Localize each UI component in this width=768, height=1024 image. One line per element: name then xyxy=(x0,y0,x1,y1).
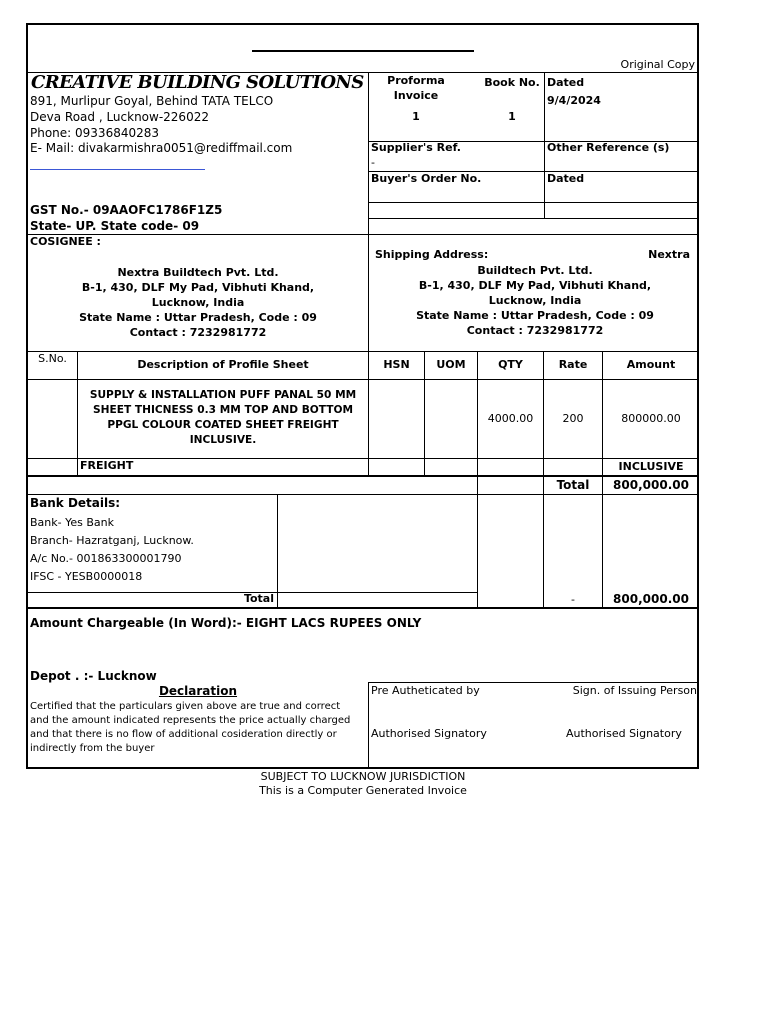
proforma-value: 1 xyxy=(412,110,420,123)
other-ref-label: Other Reference (s) xyxy=(547,141,670,154)
declaration-title: Declaration xyxy=(158,684,238,698)
dated-value: 9/4/2024 xyxy=(547,94,601,107)
copy-label: Original Copy xyxy=(620,58,695,71)
rule xyxy=(544,72,545,218)
supplier-ref-value: - xyxy=(371,156,375,169)
consignee-contact: Contact : 7232981772 xyxy=(129,326,267,339)
shipping-block xyxy=(398,263,672,338)
rule xyxy=(28,234,699,235)
proforma-label: Proforma Invoice xyxy=(387,74,445,102)
shipping-address: B-1, 430, DLF My Pad, Vibhuti Khand, Lucknow, India xyxy=(418,279,652,307)
rule xyxy=(28,351,699,352)
invoice-frame xyxy=(26,23,699,769)
company-phone: Phone: 09336840283 xyxy=(30,126,160,140)
rule xyxy=(368,218,699,219)
company-gst: GST No.- 09AAOFC1786F1Z5 xyxy=(30,203,223,217)
freight-label: FREIGHT xyxy=(80,459,134,472)
shipping-name-part1: Nextra xyxy=(648,248,690,261)
declaration-text xyxy=(30,700,350,756)
header-amount: Amount xyxy=(626,358,676,371)
rule xyxy=(28,379,699,380)
authorised-signatory-left: Authorised Signatory xyxy=(371,727,487,740)
rule xyxy=(28,607,699,609)
authorised-signatory-right: Authorised Signatory xyxy=(566,727,682,740)
book-value: 1 xyxy=(508,110,516,123)
freight-value: INCLUSIVE xyxy=(618,460,684,473)
header-sno: S.No. xyxy=(38,352,67,365)
item-qty: 4000.00 xyxy=(487,412,534,425)
item-amount: 800000.00 xyxy=(621,412,681,425)
depot: Depot . :- Lucknow xyxy=(30,669,157,683)
bank-ifsc: IFSC - YESB0000018 xyxy=(30,570,143,583)
header-rate: Rate xyxy=(558,358,588,371)
company-state: State- UP. State code- 09 xyxy=(30,219,200,233)
amount-in-words: Amount Chargeable (In Word):- EIGHT LACS RUPEES ONLY xyxy=(30,616,422,630)
rule xyxy=(368,72,369,351)
shipping-state: State Name : Uttar Pradesh, Code : 09 xyxy=(416,309,654,322)
declaration-line2: and the amount indicated represents the price actually charged xyxy=(30,715,351,726)
jurisdiction-note: SUBJECT TO LUCKNOW JURISDICTION xyxy=(260,770,466,783)
dated-label: Dated xyxy=(547,76,585,89)
item-desc: SUPPLY & INSTALLATION PUFF PANAL 50 MM SHEET THICNESS 0.3 MM TOP AND BOTTOM PPGL COLOUR COATED SHEET FREIGHT INCLUSIVE. xyxy=(89,389,357,446)
consignee-name: Nextra Buildtech Pvt. Ltd. xyxy=(117,266,279,279)
declaration-line1: Certified that the particulars given above are true and correct xyxy=(30,701,341,712)
rule xyxy=(368,682,369,769)
rule xyxy=(277,494,278,607)
company-email[interactable]: E- Mail: divakarmishra0051@rediffmail.com xyxy=(30,141,293,155)
buyer-order-label: Buyer's Order No. xyxy=(371,172,482,185)
buyer-dated-label: Dated xyxy=(547,172,585,185)
shipping-contact: Contact : 7232981772 xyxy=(466,324,604,337)
item-rate: 200 xyxy=(562,412,584,425)
bank-name: Bank- Yes Bank xyxy=(30,516,114,529)
table-total-label: Total xyxy=(556,478,590,492)
bank-title: Bank Details: xyxy=(30,496,121,510)
company-name: CREATIVE BUILDING SOLUTIONS xyxy=(31,72,364,93)
consignee-block xyxy=(58,265,338,340)
supplier-ref-label: Supplier's Ref. xyxy=(371,141,461,154)
email-underline xyxy=(30,169,205,170)
bank-total-value: 800,000.00 xyxy=(613,592,689,606)
pre-authenticated-label: Pre Autheticated by xyxy=(371,684,480,697)
bank-total-label: Total xyxy=(243,592,274,605)
header-hsn: HSN xyxy=(383,358,410,371)
declaration-line4: indirectly from the buyer xyxy=(30,743,155,754)
consignee-address: B-1, 430, DLF My Pad, Vibhuti Khand, Lucknow, India xyxy=(81,281,315,309)
shipping-name-part2: Buildtech Pvt. Ltd. xyxy=(477,264,593,277)
consignee-state: State Name : Uttar Pradesh, Code : 09 xyxy=(79,311,317,324)
rule xyxy=(368,202,699,203)
bank-branch: Branch- Hazratganj, Lucknow. xyxy=(30,534,194,547)
company-address-line2: Deva Road , Lucknow-226022 xyxy=(30,110,209,124)
sign-issuing-label: Sign. of Issuing Person xyxy=(572,684,697,697)
computer-generated-note: This is a Computer Generated Invoice xyxy=(259,784,467,797)
rule xyxy=(28,475,699,477)
book-label: Book No. xyxy=(484,76,540,89)
rule xyxy=(28,494,699,495)
company-address-line1: 891, Murlipur Goyal, Behind TATA TELCO xyxy=(30,94,274,108)
bank-dash: - xyxy=(571,593,575,606)
declaration-line3: and that there is no flow of additional cosideration directly or xyxy=(30,729,337,740)
title-underline xyxy=(252,50,474,52)
header-uom: UOM xyxy=(436,358,466,371)
consignee-label: COSIGNEE : xyxy=(30,235,101,248)
rule xyxy=(368,682,699,683)
header-qty: QTY xyxy=(498,358,523,371)
header-desc: Description of Profile Sheet xyxy=(137,358,309,371)
shipping-label: Shipping Address: xyxy=(375,248,489,261)
rule xyxy=(477,351,478,607)
table-total-value: 800,000.00 xyxy=(613,478,689,492)
bank-account: A/c No.- 001863300001790 xyxy=(30,552,182,565)
